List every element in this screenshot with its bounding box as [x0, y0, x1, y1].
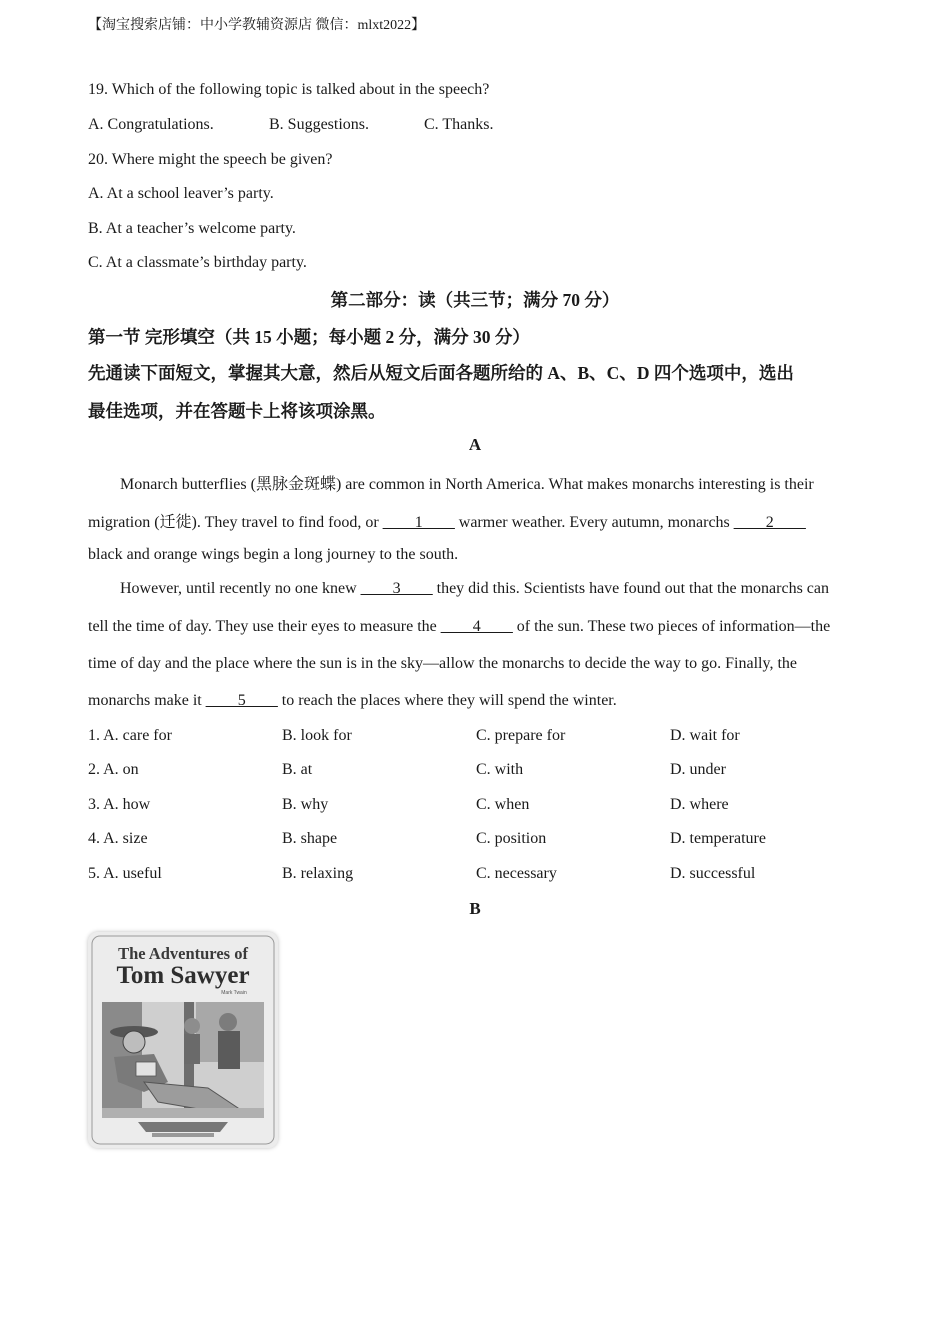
option-2c: C. with [476, 761, 524, 778]
passage-a-p1-line1: Monarch butterflies (黑脉金斑蝶) are common in North America. What makes monarchs interesting is their [120, 476, 814, 493]
q20-option-b: B. At a teacher’s welcome party. [88, 220, 296, 237]
text-segment: However, until recently no one knew [120, 580, 361, 597]
option-1d: D. wait for [670, 727, 740, 744]
header-watermark-text: 【淘宝搜索店铺：中小学教辅资源店 微信：mlxt2022】 [88, 18, 426, 33]
option-5a: 5. A. useful [88, 865, 162, 882]
option-2a: 2. A. on [88, 761, 139, 778]
option-4d: D. temperature [670, 830, 766, 847]
book-cover-illustration [88, 932, 278, 1148]
text-segment: to reach the places where they will spend the winter. [277, 692, 617, 709]
text-segment: warmer weather. Every autumn, monarchs [454, 514, 734, 531]
q19-option-b: B. Suggestions. [269, 116, 370, 133]
option-5c: C. necessary [476, 865, 557, 882]
blank-1: ____1____ [382, 514, 455, 531]
book-cover-image [88, 932, 278, 1148]
blank-5: ____5____ [205, 692, 278, 709]
option-4a: 4. A. size [88, 830, 148, 847]
passage-b-label: B [469, 899, 481, 918]
passage-a-p2-line2 [88, 618, 830, 636]
passage-a-p2-line4 [88, 692, 617, 710]
option-1b: B. look for [282, 727, 352, 744]
blank-4: ____4____ [440, 618, 513, 635]
q19-option-c: C. Thanks. [424, 116, 494, 133]
text-segment: they did this. Scientists have found out that the monarchs can [432, 580, 829, 597]
question-19: 19. Which of the following topic is talked about in the speech? [88, 81, 490, 98]
option-3a: 3. A. how [88, 796, 151, 813]
cover-title-line1: The Adventures of [118, 944, 248, 963]
option-4b: B. shape [282, 830, 338, 847]
instruction-line-1: 先通读下面短文，掌握其大意，然后从短文后面各题所给的 A、B、C、D 四个选项中，选出 [88, 363, 794, 383]
text-segment: of the sun. These two pieces of information—the [512, 618, 831, 635]
option-5b: B. relaxing [282, 865, 354, 882]
option-1a: 1. A. care for [88, 727, 172, 744]
passage-a-p2-line1 [120, 580, 829, 598]
option-1c: C. prepare for [476, 727, 566, 744]
q20-option-c: C. At a classmate’s birthday party. [88, 254, 307, 271]
option-5d: D. successful [670, 865, 756, 882]
option-2b: B. at [282, 761, 313, 778]
cover-author: Mark Twain [221, 990, 247, 996]
option-3d: D. where [670, 796, 729, 813]
passage-a-p2-line3: time of day and the place where the sun is in the sky—allow the monarchs to decide the way to go. Finally, the [88, 655, 797, 672]
cover-title-line2: Tom Sawyer [116, 962, 250, 989]
section1-title: 第一节 完形填空（共 15 小题；每小题 2 分，满分 30 分） [88, 327, 530, 347]
q19-option-a: A. Congratulations. [88, 116, 214, 133]
text-segment: migration (迁徙). They travel to find food, or [88, 514, 383, 531]
option-4c: C. position [476, 830, 547, 847]
option-2d: D. under [670, 761, 726, 778]
q20-option-a: A. At a school leaver’s party. [88, 185, 274, 202]
passage-a-p1-line3: black and orange wings begin a long journey to the south. [88, 546, 459, 563]
instruction-line-2: 最佳选项，并在答题卡上将该项涂黑。 [88, 401, 386, 421]
passage-a-p1-line2 [88, 509, 806, 532]
option-3b: B. why [282, 796, 329, 813]
part2-title: 第二部分：读（共三节；满分 70 分） [330, 290, 620, 310]
passage-a-label: A [468, 435, 482, 454]
text-segment: monarchs make it [88, 692, 206, 709]
blank-2: ____2____ [733, 514, 806, 531]
text-segment: tell the time of day. They use their eyes to measure the [88, 618, 441, 635]
question-20: 20. Where might the speech be given? [88, 151, 333, 168]
blank-3: ____3____ [360, 580, 433, 597]
option-3c: C. when [476, 796, 530, 813]
